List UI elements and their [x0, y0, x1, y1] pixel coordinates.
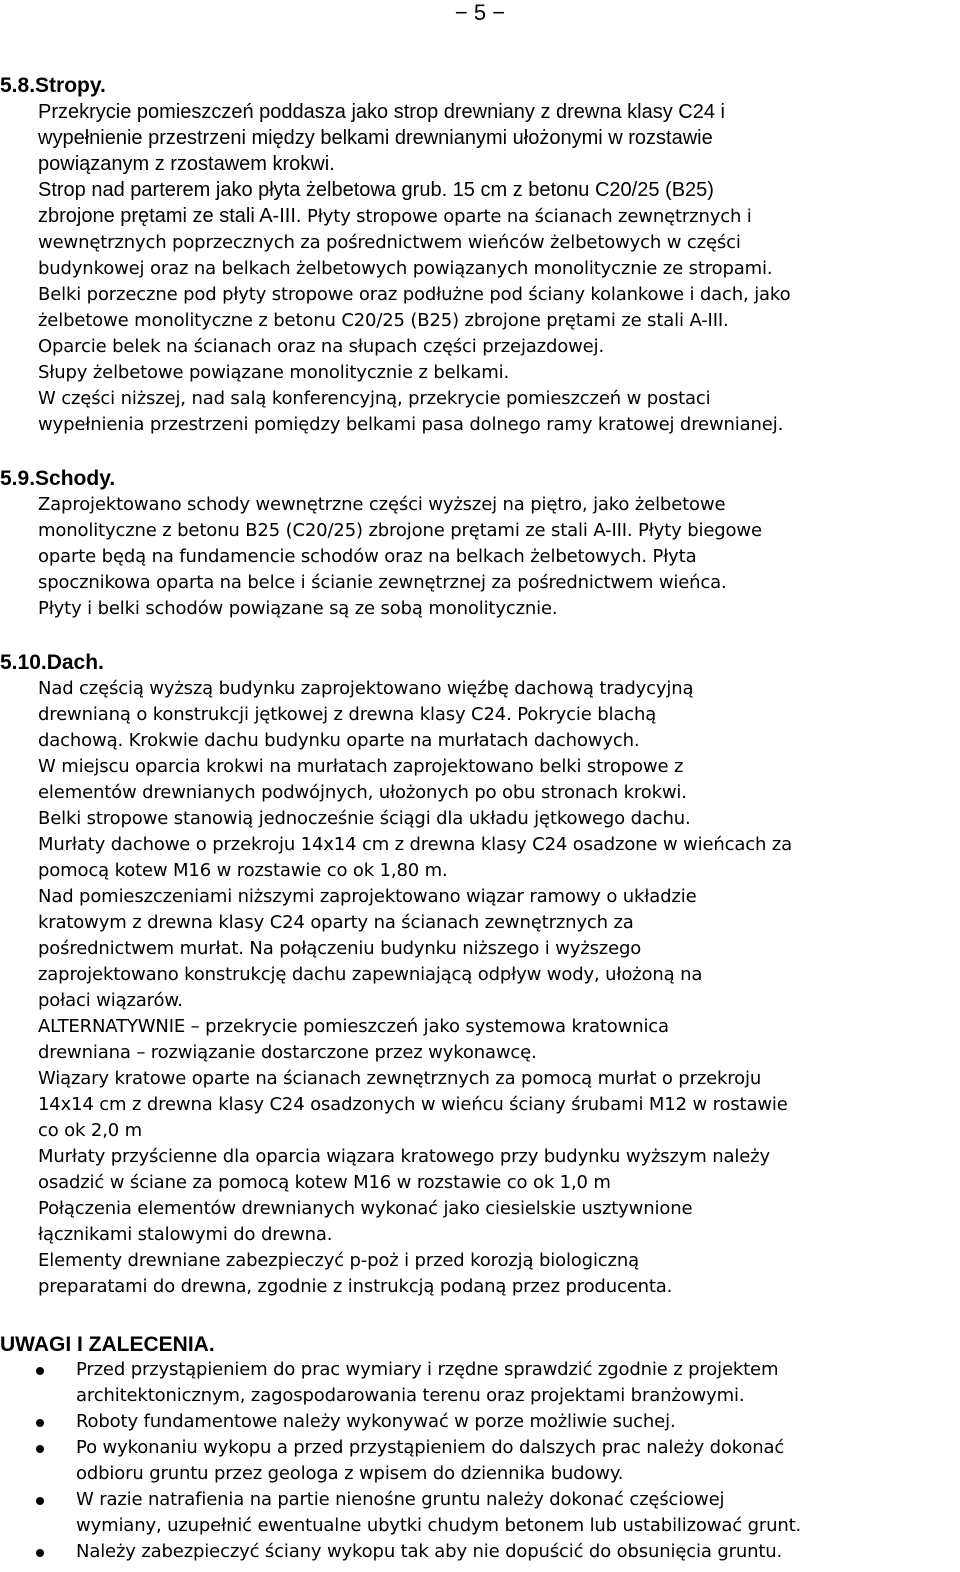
- page-number: − 5 −: [454, 0, 506, 25]
- list-item: [0, 1409, 960, 1435]
- paragraph-line: 14x14 cm z drewna klasy C24 osadzonych w wieńcu ściany śrubami M12 w rostawie: [38, 1094, 788, 1115]
- section-schody: [0, 466, 960, 622]
- section-heading: 5.8.Stropy.: [0, 74, 106, 97]
- paragraph-line: Nad pomieszczeniami niższymi zaprojektowano wiązar ramowy o układzie: [38, 886, 697, 907]
- list-item-line: odbioru gruntu przez geologa z wpisem do dziennika budowy.: [76, 1463, 624, 1484]
- paragraph-line: wypełnienie przestrzeni między belkami drewnianymi ułożonymi w rozstawie: [38, 127, 713, 149]
- paragraph-fragment: Płyty stropowe oparte na ścianach zewnętrznych i: [301, 206, 752, 227]
- paragraph-line: powiązanym z rzostawem krokwi.: [38, 153, 335, 175]
- paragraph-line: Przekrycie pomieszczeń poddasza jako strop drewniany z drewna klasy C24 i: [38, 101, 725, 123]
- bullet-icon: [36, 1419, 44, 1427]
- paragraph-line: połaci wiązarów.: [38, 990, 183, 1011]
- section-heading: UWAGI I ZALECENIA.: [0, 1333, 215, 1356]
- section-heading: 5.9.Schody.: [0, 467, 116, 490]
- paragraph-line: osadzić w ściane za pomocą kotew M16 w rozstawie co ok 1,0 m: [38, 1172, 611, 1193]
- list-item: [0, 1435, 960, 1487]
- list-item: [0, 1357, 960, 1409]
- paragraph-line: Połączenia elementów drewnianych wykonać jako ciesielskie usztywnione: [38, 1198, 693, 1219]
- paragraph-line: zaprojektowano konstrukcję dachu zapewniającą odpływ wody, ułożoną na: [38, 964, 703, 985]
- paragraph-line: łącznikami stalowymi do drewna.: [38, 1224, 333, 1245]
- section-heading: 5.10.Dach.: [0, 651, 104, 674]
- paragraph-line: wewnętrznych poprzecznych za pośrednictwem wieńców żelbetowych w części: [38, 232, 741, 253]
- paragraph-line: Belki stropowe stanowią jednocześnie ściągi dla układu jętkowego dachu.: [38, 808, 691, 829]
- paragraph-line: co ok 2,0 m: [38, 1120, 143, 1141]
- bullet-icon: [36, 1497, 44, 1505]
- section-uwagi: [0, 1332, 960, 1358]
- paragraph-line: monolityczne z betonu B25 (C20/25) zbrojone prętami ze stali A-III. Płyty biegowe: [38, 520, 762, 541]
- bullet-icon: [36, 1549, 44, 1557]
- paragraph-line: wypełnienia przestrzeni pomiędzy belkami pasa dolnego ramy kratowej drewnianej.: [38, 414, 784, 435]
- list-item-line: W razie natrafienia na partie nienośne gruntu należy dokonać częściowej: [76, 1489, 725, 1510]
- paragraph-line: [0, 203, 960, 230]
- paragraph-line: Elementy drewniane zabezpieczyć p-poż i przed korozją biologiczną: [38, 1250, 639, 1271]
- paragraph-line: Zaprojektowano schody wewnętrzne części wyższej na piętro, jako żelbetowe: [38, 494, 726, 515]
- paragraph-line: budynkowej oraz na belkach żelbetowych powiązanych monolitycznie ze stropami.: [38, 258, 773, 279]
- list-item-line: Przed przystąpieniem do prac wymiary i rzędne sprawdzić zgodnie z projektem: [76, 1359, 779, 1380]
- paragraph-line: pośrednictwem murłat. Na połączeniu budynku niższego i wyższego: [38, 938, 642, 959]
- paragraph-line: Belki porzeczne pod płyty stropowe oraz podłużne pod ściany kolankowe i dach, jako: [38, 284, 791, 305]
- paragraph-line: oparte będą na fundamencie schodów oraz na belkach żelbetowych. Płyta: [38, 546, 697, 567]
- paragraph-line: Oparcie belek na ścianach oraz na słupach części przejazdowej.: [38, 336, 605, 357]
- paragraph-line: drewnianą o konstrukcji jętkowej z drewna klasy C24. Pokrycie blachą: [38, 704, 657, 725]
- list-item-line: architektonicznym, zagospodarowania terenu oraz projektami branżowymi.: [76, 1385, 745, 1406]
- paragraph-line: pomocą kotew M16 w rozstawie co ok 1,80 m.: [38, 860, 448, 881]
- paragraph-line: Strop nad parterem jako płyta żelbetowa grub. 15 cm z betonu C20/25 (B25): [38, 179, 714, 201]
- list-item-line: Po wykonaniu wykopu a przed przystąpieniem do dalszych prac należy dokonać: [76, 1437, 785, 1458]
- paragraph-line: elementów drewnianych podwójnych, ułożonych po obu stronach krokwi.: [38, 782, 687, 803]
- paragraph-line: W miejscu oparcia krokwi na murłatach zaprojektowano belki stropowe z: [38, 756, 684, 777]
- paragraph-line: Wiązary kratowe oparte na ścianach zewnętrznych za pomocą murłat o przekroju: [38, 1068, 762, 1089]
- list-item-line: wymiany, uzupełnić ewentualne ubytki chudym betonem lub ustabilizować grunt.: [76, 1515, 802, 1536]
- paragraph-line: Słupy żelbetowe powiązane monolitycznie z belkami.: [38, 362, 510, 383]
- list-item: [0, 1539, 960, 1565]
- list-item-line: Należy zabezpieczyć ściany wykopu tak aby nie dopuścić do obsunięcia gruntu.: [76, 1541, 783, 1562]
- list-item-line: Roboty fundamentowe należy wykonywać w porze możliwie suchej.: [76, 1411, 676, 1432]
- bullet-icon: [36, 1367, 44, 1375]
- paragraph-line: Murłaty przyścienne dla oparcia wiązara kratowego przy budynku wyższym należy: [38, 1146, 770, 1167]
- paragraph-line: ALTERNATYWNIE – przekrycie pomieszczeń jako systemowa kratownica: [38, 1016, 669, 1037]
- paragraph-fragment: zbrojone prętami ze stali A-III.: [38, 205, 302, 227]
- paragraph-line: żelbetowe monolityczne z betonu C20/25 (B25) zbrojone prętami ze stali A-III.: [38, 310, 729, 331]
- paragraph-line: Nad częścią wyższą budynku zaprojektowano więźbę dachową tradycyjną: [38, 678, 694, 699]
- section-dach: [0, 650, 960, 1300]
- paragraph-line: dachową. Krokwie dachu budynku oparte na murłatach dachowych.: [38, 730, 640, 751]
- paragraph-line: W części niższej, nad salą konferencyjną, przekrycie pomieszczeń w postaci: [38, 388, 711, 409]
- section-stropy: [0, 73, 960, 438]
- paragraph-line: Murłaty dachowe o przekroju 14x14 cm z drewna klasy C24 osadzone w wieńcach za: [38, 834, 793, 855]
- paragraph-line: spocznikowa oparta na belce i ścianie zewnętrznej za pośrednictwem wieńca.: [38, 572, 727, 593]
- paragraph-line: drewniana – rozwiązanie dostarczone przez wykonawcę.: [38, 1042, 537, 1063]
- paragraph-line: preparatami do drewna, zgodnie z instrukcją podaną przez producenta.: [38, 1276, 673, 1297]
- recommendations-list: [0, 1357, 960, 1565]
- list-item: [0, 1487, 960, 1539]
- bullet-icon: [36, 1445, 44, 1453]
- paragraph-line: kratowym z drewna klasy C24 oparty na ścianach zewnętrznych za: [38, 912, 634, 933]
- paragraph-line: Płyty i belki schodów powiązane są ze sobą monolitycznie.: [38, 598, 558, 619]
